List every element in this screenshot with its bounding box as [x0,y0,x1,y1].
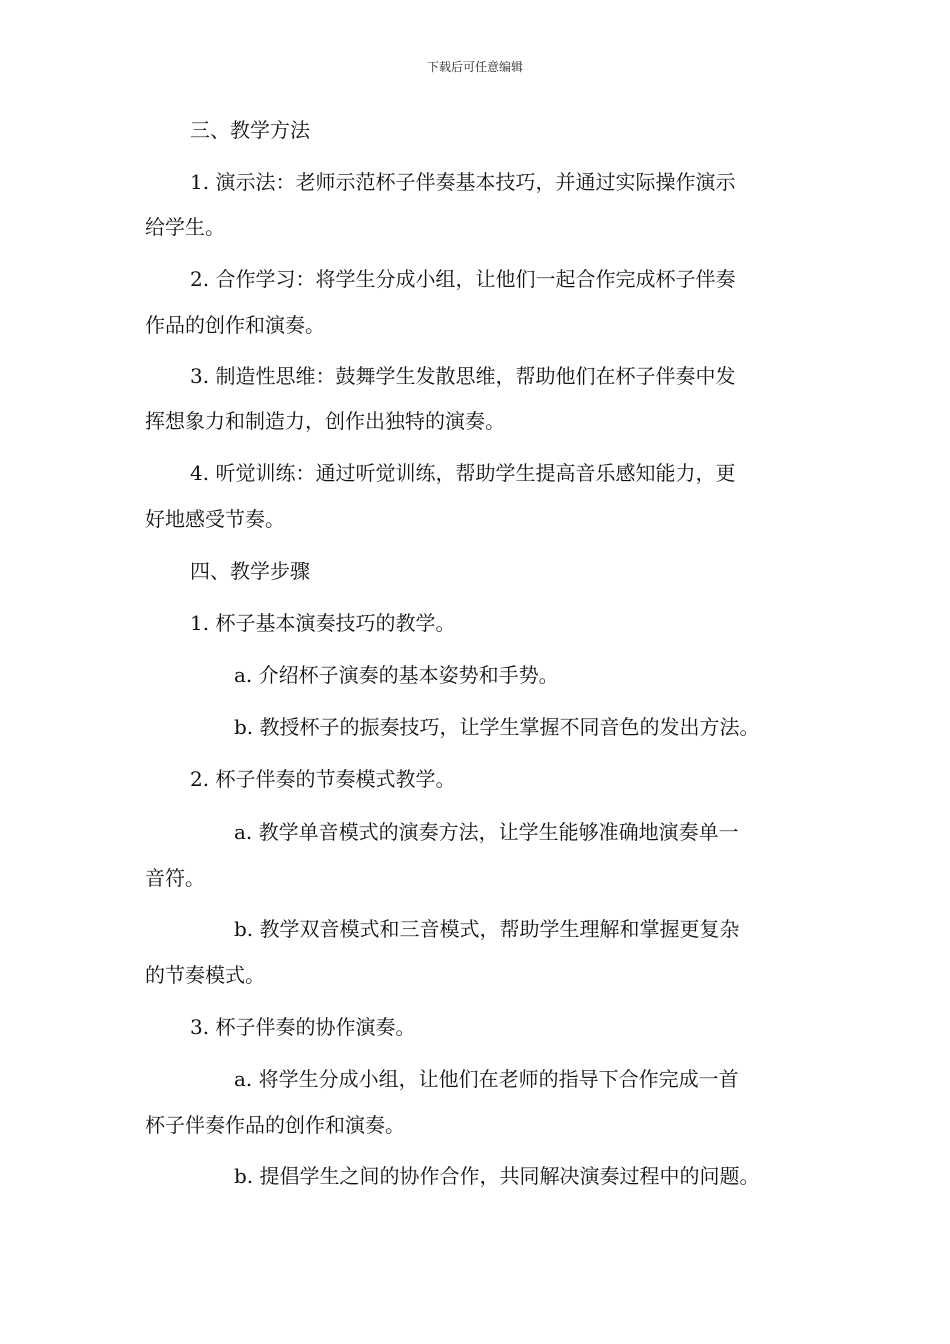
method-4-line-2: 好地感受节奏。 [145,507,285,531]
step-2-a-line-2: 音符。 [145,866,205,890]
step-2: 2. 杯子伴奏的节奏模式教学。 [190,767,456,791]
step-3-b: b. 提倡学生之间的协作合作，共同解决演奏过程中的问题。 [234,1164,760,1188]
method-3-line-1: 3. 制造性思维：鼓舞学生发散思维，帮助他们在杯子伴奏中发 [190,364,736,388]
page-header: 下载后可任意编辑 [426,60,523,74]
section-heading-teaching-methods: 三、教学方法 [190,118,310,142]
step-1-b: b. 教授杯子的振奏技巧，让学生掌握不同音色的发出方法。 [234,715,760,739]
method-2-line-2: 作品的创作和演奏。 [145,313,325,337]
method-1-line-1: 1. 演示法：老师示范杯子伴奏基本技巧，并通过实际操作演示 [190,170,736,194]
method-4-line-1: 4. 听觉训练：通过听觉训练，帮助学生提高音乐感知能力，更 [190,461,736,485]
method-1-line-2: 给学生。 [145,215,225,239]
step-3: 3. 杯子伴奏的协作演奏。 [190,1015,416,1039]
section-heading-teaching-steps: 四、教学步骤 [190,559,310,583]
step-1-a: a. 介绍杯子演奏的基本姿势和手势。 [234,663,559,687]
step-1: 1. 杯子基本演奏技巧的教学。 [190,611,456,635]
step-2-b-line-1: b. 教学双音模式和三音模式，帮助学生理解和掌握更复杂 [234,917,740,941]
method-3-line-2: 挥想象力和制造力，创作出独特的演奏。 [145,409,505,433]
step-3-a-line-1: a. 将学生分成小组，让他们在老师的指导下合作完成一首 [234,1067,739,1091]
step-2-a-line-1: a. 教学单音模式的演奏方法，让学生能够准确地演奏单一 [234,820,739,844]
method-2-line-1: 2. 合作学习：将学生分成小组，让他们一起合作完成杯子伴奏 [190,267,736,291]
step-2-b-line-2: 的节奏模式。 [145,963,265,987]
step-3-a-line-2: 杯子伴奏作品的创作和演奏。 [145,1113,405,1137]
